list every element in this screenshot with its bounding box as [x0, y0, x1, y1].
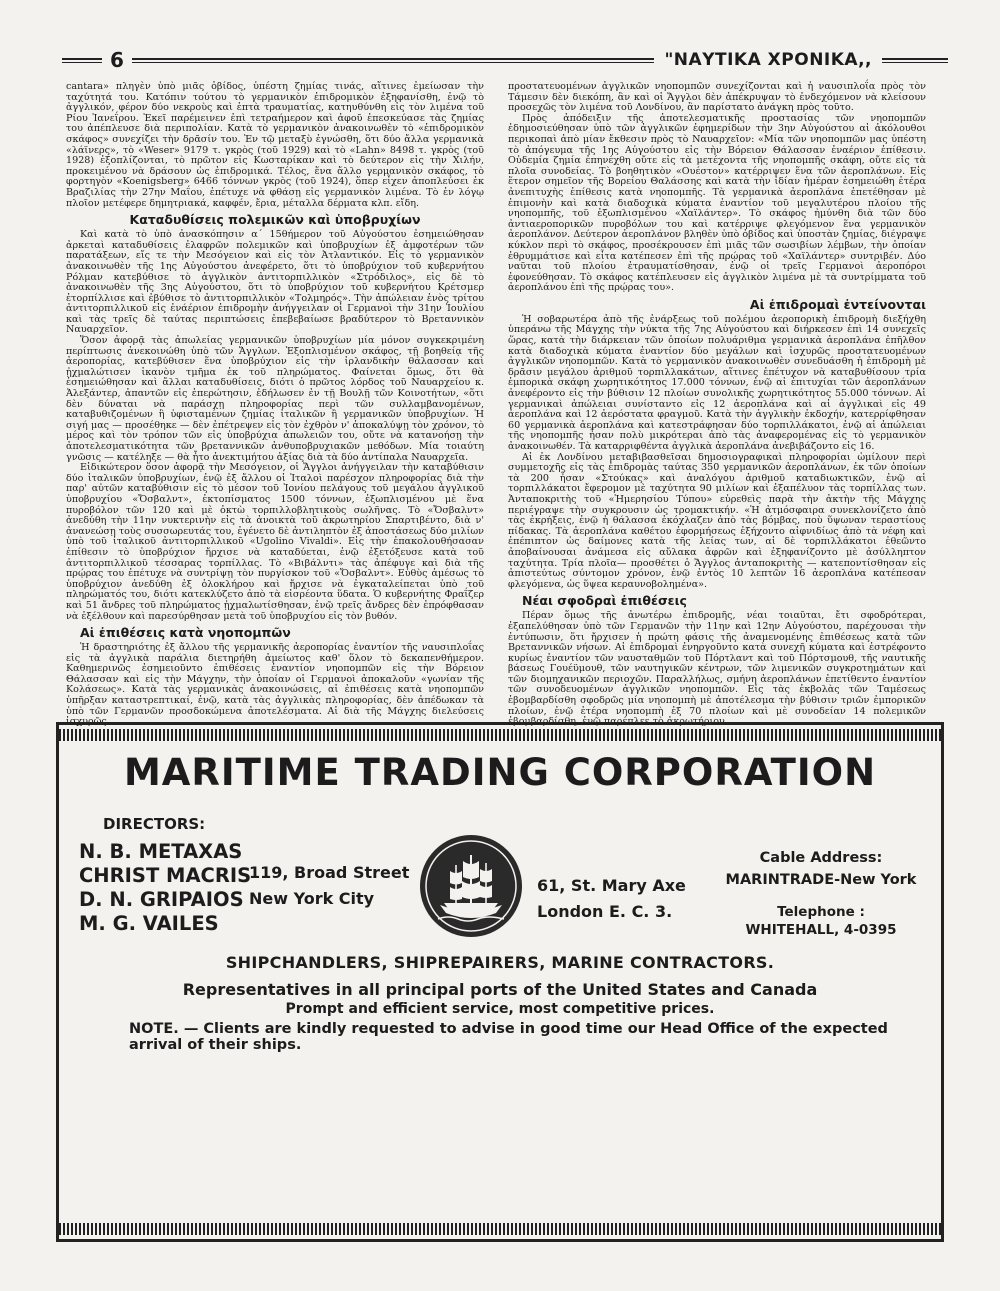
header-rule-middle [132, 58, 655, 63]
cable-address-block [711, 847, 931, 891]
director-name: D. N. GRIPAIOS [79, 888, 244, 911]
directors-list [79, 840, 251, 936]
article-column-left [66, 81, 484, 728]
address-line: 119, Broad Street [249, 863, 410, 882]
paragraph: Ἡ σοβαρωτέρα ἀπὸ τῆς ἐνάρξεως τοῦ πολέμου ἀεροπορικὴ ἐπιδρομὴ διεξήχθη ὑπεράνω τῆς Μάγχης τὴν νύκτα τῆς 7ης Αὐγούστου καὶ διήρκεσεν ἐπὶ 14 συνεχεῖς ὥρας, κατὰ τὴν διάρκειαν τῶν ὁποίων πολυάριθμα γερμανικὰ ἀεροπλάνα ἐπῆλθον κατὰ διαδοχικὰ κύματα ἐναντίον δύο μεγάλων καὶ ἰσχυρῶς προστατευομένων ἀγγλικῶν νηοπομπῶν. Κατὰ τὸ γερμανικὸν ἀνακοινωθὲν συνεδυάσθη ἡ ἐπιδρομὴ μὲ δρᾶσιν μεγάλου ἀριθμοῦ τορπιλλακάτων, αἵτινες ἐπέτυχον νὰ καταβυθίσουν τρία ἐμπορικὰ σκάφη χωρητικότητος 17.000 τόννων, ἐνῷ αἱ ἐπιτυχίαι τῶν ἀεροπλάνων ἀνεφέροντο εἰς τὴν βύθισιν 12 πλοίων συνολικῆς χωρητικότητος 55.000 τόννων. Αἱ γερμανικαὶ ἀπώλειαι συνίσταντο εἰς 12 ἀεροπλάνα καὶ αἱ ἀγγλικαὶ εἰς 49 ἀεροπλάνα καὶ 12 ἀερόστατα φραγμοῦ. Κατὰ τὴν ἀγγλικὴν ἐκδοχήν, κατερρίφθησαν 60 γερμανικὰ ἀεροπλάνα καὶ κατεστράφησαν δύο τορπιλλάκατοι, ἐνῷ αἱ ἀπώλειαι τῆς νηοπομπῆς ἦσαν πολὺ μικρότεραι ἀπὸ τὰς ἀναφερομένας εἰς τὸ γερμανικὸν ἀνακοινωθέν. Τὰ καταρριφθέντα ἀγγλικὰ ἀεροπλάνα ἀνεβιβάζοντο εἰς 16. [508, 313, 926, 452]
director-name: CHRIST MACRIS [79, 864, 252, 887]
client-note [129, 1021, 889, 1053]
address-new-york [249, 860, 409, 912]
advertisement-box [56, 722, 944, 1242]
section-heading: Αἱ ἐπιθέσεις κατὰ νηοπομπῶν [80, 625, 291, 641]
section-heading: Νέαι σφοδραὶ ἐπιθέσεις [522, 593, 687, 609]
telephone-number: WHITEHALL, 4-0395 [745, 922, 897, 938]
sailing-ship-emblem-icon [418, 833, 524, 939]
services-line: SHIPCHANDLERS, SHIPREPAIRERS, MARINE CONTRACTORS. [225, 953, 775, 972]
address-line: 61, St. Mary Axe [537, 876, 686, 895]
paragraph: Ὅσον ἀφορᾷ τὰς ἀπωλείας γερμανικῶν ὑποβρυχίων μία μόνον συγκεκριμένη περίπτωσις ἀνεκοινώθη ὑπὸ τῶν Ἄγγλων. Ἐξοπλισμένον σκάφος, τῇ βοηθείᾳ τῆς ἀεροπορίας, κατεβύθισεν ἕνα ὑποβρύχιον εἰς τὴν ἰρλανδικὴν θάλασσαν καὶ ᾐχμαλώτισεν ἱκανὸν τμῆμα ἐκ τοῦ πληρώματος. Φαίνεται ὅμως, ὅτι θὰ ἐσημειώθησαν καὶ ἄλλαι καταδυθίσεις, διότι ὁ πρῶτος λόρδος τοῦ Ναυαρχείου κ. Ἀλεξάντερ, ἀπαντῶν εἰς ἐπερώτησιν, ἐδήλωσεν ἐν τῇ Βουλῇ τῶν Κοινοτήτων, «ὅτι δὲν δύναται νὰ παράσχῃ πληροφορίας περὶ τῶν συλλαμβανομένων, καταβυθιζομένων ἢ ὑφισταμένων ζημίας ἰταλικῶν ἢ γερμανικῶν ὑποβρυχίων. Ἡ σιγή μας — προσέθηκε — δὲν ἐπέτρεψεν εἰς τὸν ἐχθρὸν ν' ἀποκαλύψῃ τὸν χρόνον, τὸ μέρος καὶ τὸν τρόπον τῶν εἰς ὑποβρύχια ἀπωλειῶν του, οὔτε νὰ κατανοήσῃ τὴν ἀποτελεσματικότητα τῶν βρεταννικῶν ἀνθυποβρυχιακῶν μεθόδων. Μία τοιαύτη γνῶσις — κατέληξε — θὰ ἦτο ἀνεκτιμήτου ἀξίας διὰ τὰ δύο ἀντίπαλα Ναυαρχεῖα. [66, 335, 484, 463]
publication-title: "ΝΑΥΤΙΚΑ ΧΡΟΝΙΚΑ,, [664, 50, 872, 70]
representatives-line: Representatives in all principal ports of the United States and Canada [182, 980, 818, 999]
director-name: M. G. VAILES [79, 912, 219, 935]
address-london [537, 873, 686, 925]
decorative-border-bottom [59, 1223, 941, 1235]
directors-label: DIRECTORS: [103, 815, 206, 833]
paragraph: Εἰδικώτερον ὅσον ἀφορᾷ τὴν Μεσόγειον, οἱ Ἄγγλοι ἀνήγγειλαν τὴν καταβύθισιν δύο ἰταλικῶν ὑποβρυχίων, ἐνῷ ἐξ ἄλλου οἱ Ἰταλοὶ παρέσχον πληροφορίας διὰ τὴν παρ' αὐτῶν καταβύθισιν εἰς τὸ μέσον τοῦ Ἰονίου πελάγους τοῦ μεγάλου ἀγγλικοῦ ὑποβρυχίου «Ὄσβαλντ», ἐκτοπίσματος 1500 τόννων, ἐξωπλισμένου μὲ ἕνα πυροβόλον τῶν 120 καὶ μὲ ὀκτὼ τορπιλλοβλητικοὺς σωλῆνας. Τὸ «Ὄσβαλντ» ἀνεδύθη τὴν 11ην νυκτερινὴν εἰς τὰ ἀνοικτὰ τοῦ ἀκρωτηρίου Σπαρτιβέντο, διὰ ν' ἀνανεώσῃ τοὺς συσσωρευτάς του, ἐγένετο δὲ ἀντιληπτὸν ἐξ ἀποστάσεως δύο μιλίων ὑπὸ τοῦ ἰταλικοῦ ἀντιτορπιλλικοῦ «Ugolino Vivaldi». Εἰς τὴν ἐπακολουθήσασαν ἐπίθεσιν τὸ ὑποβρύχιον ἤρχισε νὰ καταδύεται, ἐνῷ ἐξετόξευσε κατὰ τοῦ ἀντιτορπιλλικοῦ τέσσαρας τορπίλλας. Τὸ «Βιβάλντι» τὰς ἀπέφυγε καὶ διὰ τῆς πρῴρας του ἐπέτυχε νὰ συντρίψῃ τὸν πυργίσκον τοῦ «Ὄσβαλντ». Εὐθὺς ἀμέσως τὸ ὑποβρύχιον ἀνεδύθη ἐξ ὁλοκλήρου καὶ ἤρχισε νὰ ἐγκαταλείπεται ὑπὸ τοῦ πληρώματός του, διότι κατεκλύζετο ἀπὸ τὰ εἰσρέοντα ὕδατα. Ὁ κυβερνήτης Φραΐζερ καὶ 51 ἄνδρες τοῦ πληρώματος ᾐχμαλωτίσθησαν, ἐνῷ τρεῖς ἄνδρες δὲν ἐπρόφθασαν νὰ ἐξέλθουν καὶ παρεσύρθησαν μετὰ τοῦ ὑποβρυχίου εἰς τὸν βυθόν. [66, 462, 484, 622]
address-line: New York City [249, 889, 375, 908]
cable-label: Cable Address: [759, 850, 883, 866]
section-heading: Καταδυθίσεις πολεμικῶν καὶ ὑποβρυχίων [129, 212, 421, 228]
page-header [62, 46, 948, 74]
company-name: MARITIME TRADING CORPORATION [123, 751, 877, 794]
article-column-right [508, 81, 926, 728]
telephone-block [711, 903, 931, 939]
paragraph: Καὶ κατὰ τὸ ὑπὸ ἀνασκόπησιν α΄ 15θήμερον τοῦ Αὐγούστου ἐσημειώθησαν ἀρκεταὶ καταδυθίσεις ἐλαφρῶν πολεμικῶν καὶ ὑποβρυχίων ἐξ ἀμφοτέρων τῶν παρατάξεων, εἴς τε τὴν Μεσόγειον καὶ εἰς τὸν Ἀτλαντικόν. Εἰς τὸ γερμανικὸν ἀνακοινωθὲν τῆς 1ης Αὐγούστου ἀνεφέρετο, ὅτι τὸ ὑποβρύχιον τοῦ κυβερνήτου Ρόλμαν κατεβύθισε τὸ ἀγγλικὸν ἀντιτορπιλλικὸν «Στρόδιλος», εἰς δὲ τὸ ἀνακοινωθὲν τῆς 3ης Αὐγούστου, ὅτι τὸ ὑποβρύχιον τοῦ κυβερνήτου Κρέτσμερ ἐτορπίλλισε καὶ ἐβύθισε τὸ ἀντιτορπιλλικὸν «Τολμηρός». Τὴν ἀπώλειαν ἑνὸς τρίτου ἀντιτορπιλλικοῦ εἰς ἐνάέριον ἐπιδρομὴν ἀνήγγειλαν οἱ Γερμανοὶ τὴν 31ην Ἰουλίου καὶ τὰς τρεῖς δὲ ταύτας περιπτώσεις ἐπεβεβαίωσε βραδύτερον τὸ Βρεταννικὸν Ναυαρχεῖον. [66, 229, 484, 336]
paragraph: Πέραν ὅμως τῆς ἀνωτέρω ἐπιδρομῆς, νέαι τοιαῦται, ἔτι σφοδρότεραι, ἐξαπελύθησαν ὑπὸ τῶν Γερμανῶν τὴν 11ην καὶ 12ην Αὐγούστου, παρέχουσαι τὴν ἐντύπωσιν, ὅτι ἤρχισεν ἡ πρώτη φάσις τῆς ἀναμενομένης ἐπιθέσεως κατὰ τῶν Βρεταννικῶν νήσων. Αἱ ἐπιδρομαὶ ἐνηργοῦντο κατὰ συνεχῆ κύματα καὶ ἐστρέφοντο κυρίως ἐναντίον τῶν ναυσταθμῶν τοῦ Πόρτλαντ καὶ τοῦ Πόρτσμουθ, τῆς ναυτικῆς βάσεως Γουέϋμουθ, τῶν ναυτηγικῶν κέντρων, τῶν λιμενικῶν συγκροτημάτων καὶ τῶν διομηχανικῶν περιοχῶν. Παραλλήλως, σμήνη ἀεροπλάνων ἐπετίθεντο ἐναντίον τῶν συνοδευομένων ἀγγλικῶν νηοπομπῶν. Εἰς τὰς ἐκβολὰς τῶν Ταμέσεως ἑβομβαρδίσθη σφοδρῶς μία νηοπομπὴ μὲ ἀποτέλεσμα τὴν βύθισιν τριῶν ἐμπορικῶν πλοίων, ἐνῷ ἑτέρα νηοπομπὴ ἐξ 70 πλοίων καὶ μὲ συνοδείαν 14 πολεμικῶν ἐβομβαρδίσθη, ἐνῷ παρέπλεε τὸ ἀκρωτήριον [508, 610, 926, 728]
paragraph: προστατευομένων ἀγγλικῶν νηοπομπῶν συνεχίζονται καὶ ἡ ναυσιπλοΐα πρὸς τὸν Τάμεσιν δὲν διεκόπη, ἂν καὶ οἱ Ἄγγλοι δὲν ἀπέκρυψαν τὸ ἐνδεχόμενον νὰ κλείσουν προσεχῶς τὸν λιμένα τοῦ Λονδίνου, ἂν παρίστατο ἀνάγκη πρὸς τοῦτο. [508, 81, 926, 114]
page-number: 6 [110, 48, 124, 72]
note-lead: NOTE. — [129, 1021, 199, 1037]
header-rule-right [882, 58, 948, 63]
decorative-border-top [59, 729, 941, 741]
note-text: Clients are kindly requested to advise in good time our Head Office of the expected arrival of their ships. [129, 1021, 888, 1053]
director-name: N. B. METAXAS [79, 840, 243, 863]
paragraph: Αἱ ἐκ Λονδίνου μεταβιβασθεῖσαι δημοσιογραφικαὶ πληροφορίαι ὡμίλουν περὶ συμμετοχῆς εἰς τὰς ἐπιδρομὰς ταύτας 350 γερμανικῶν ἀεροπλάνων, ἐκ τῶν ὁποίων τὰ 200 ἦσαν «Στούκας» καὶ ἀναλόγου ἀριθμοῦ καταδιωκτικῶν, ἐνῷ αἱ τορπιλλάκατοι ἔφερομον μὲ ταχύτητα 90 μιλίων καὶ ἐξαπέλυον τὰς τορπίλλας των. Ἀνταποκριτὴς τοῦ «Ἡμερησίου Τύπου» εὑρεθεὶς παρὰ τὴν ἀκτὴν τῆς Μάγχης περιέγραψε τὴν συγκρουσιν ὡς τρομακτικήν. «Ἡ ἀτμόσφαιρα συνεκλονίζετο ἀπὸ τὰς ἐκρήξεις, ἐνῷ ἡ θάλασσα ἐκόχλαζεν ἀπὸ τὰς βόμβας, ποὺ ὕψωναν τεραστίους πίδακας. Τὰ ἀεροπλάνα καθέτου ἐφορμήσεως ἐξήχοντο αἰφνιδίως ἀπὸ τὰ νέφη καὶ ἐπέπιπτον ὡς δαίμονες κατὰ τῆς λείας των, αἱ δὲ τορπιλλάκατοι ἐθεῶντο ἀποβαίνουσαι ἀνάμεσα εἰς αὔλακα ἀφρῶν καὶ ἐξηφανίζοντο μὲ ἀσύλληπτον ταχύτητα. Τρία πλοῖα— προσθέτει ὁ Ἄγγλος ἀνταποκριτὴς — κατεποντίσθησαν εἰς ἀπιστεύτως σύντομον χρόνον, ἐνῷ ἐντὸς 10 λεπτῶν 16 ἀεροπλάνα κατέπεσαν φλεγόμενα, ὡς ὕψεα κεραυνοβολημένα». [508, 451, 926, 590]
service-tagline: Prompt and efficient service, most competitive prices. [285, 1001, 715, 1017]
address-line: London E. C. 3. [537, 902, 673, 921]
paragraph: cantara» πληγὲν ὑπὸ μιᾶς ὀβίδος, ὑπέστη ζημίας τινάς, αἵτινες ἐμείωσαν τὴν ταχύτητά του. Κατόπιν τούτου τὸ γερμανικὸν ἐπιδρομικὸν ἐξηφανίσθη, ἐνῷ τὸ ἀγγλικόν, φέρον δύο νεκροὺς καὶ ἑπτὰ τραυματίας, κατηυθύνθη εἰς τὸν λιμένα τοῦ Ρίου Ἰανεΐρου. Ἐκεῖ παρέμεινεν ἐπὶ τετραήμερον καὶ ἀφοῦ ἐπεσκεύασε τὰς ζημίας του ἀπέπλευσε διὰ περιπολίαν. Κατὰ τὸ γερμανικὸν ἀνακοινωθὲν τὸ «ἐπιδρομικὸν σκάφος» συνεχίζει τὴν δρᾶσίν του. Ἐν τῷ μεταξὺ ἐγνώσθη, ὅτι δύο ἄλλα γερμανικὰ «λάϊνερς», τὸ «Weser» 9179 τ. γκρὸς (τοῦ 1929) καὶ τὸ «Lahn» 8498 τ. γκρὸς (τοῦ 1928) ἐξοπλίζονται, τὸ πρῶτον εἰς Κωσταρίκαν καὶ τὸ δεύτερον εἰς τὴν Χιλήν, προκειμένου νὰ δράσουν ὡς ἐπιδρομικά. Τέλος, ἕνα ἄλλο γερμανικὸν σκάφος, τὸ φορτηγὸν «Koenigsberg» 6466 τόννων γκρὸς (τοῦ 1924), ὅπερ εἶχεν ἀποπλεύσει ἐκ Βραζιλίας τὴν 27ην Μαΐου, ἐπέτυχε νὰ φθάσῃ εἰς γερμανικὸν λιμένα. Τὸ ἐν λόγῳ πλοῖον μετέφερε δημητριακά, καφφέν, ἔρια, μέταλλα δέρματα κλπ. εἴδη. [66, 81, 484, 209]
telephone-label: Telephone : [777, 904, 865, 920]
paragraph: Ἡ δραστηριότης ἐξ ἄλλου τῆς γερμανικῆς ἀεροπορίας ἐναντίον τῆς ναυσιπλοΐας εἰς τὰ ἀγγλικὰ παράλια διετηρήθη ἀμείωτος καθ' ὅλον τὸ δεκαπενθήμερον. Καθημερινῶς ἐσημειοῦντο ἐπιθέσεις ἐναντίον νηοπομπῶν εἰς τὴν Βόρειον Θάλασσαν καὶ εἰς τὴν Μάγχην, τὴν ὁποίαν οἱ Γερμανοὶ ἀποκαλοῦν «γωνίαν τῆς Κολάσεως». Κατὰ τὰς γερμανικὰς ἀνακοινώσεις, αἱ ἐπιθέσεις κατὰ νηοπομπῶν ὑπῆρξαν καταστρεπτικαί, ἐνῷ, κατὰ τὰς ἀγγλικὰς πληροφορίας, δὲν ἀπέδωκαν τὰ ὑπὸ τῶν Γερμανῶν προσδοκώμενα ἀποτελέσματα. Αἱ διὰ τῆς Μάγχης διελεύσεις ἰσχυρῶς [66, 642, 484, 728]
paragraph: Πρὸς ἀπόδειξιν τῆς ἀποτελεσματικῆς προστασίας τῶν νηοπομπῶν ἐδημοσιεύθησαν ὑπὸ τῶν ἀγγλικῶν ἐφημερίδων τὴν 3ην Αὐγούστου αἱ ἀκόλουθοι περικοπαὶ ἀπὸ μίαν ἔκθεσιν πρὸς τὸ Ναυαρχεῖον: «Μία τῶν νηοπομπῶν μας ὑπέστη τὸ ἀπόγευμα τῆς 1ης Αὐγούστου εἰς τὴν Βόρειον Θάλασσαν ἐναέριον ἐπίθεσιν. Οὐδεμία ζημία ἐπηνέχθη οὔτε εἰς τὰ μετέχοντα τῆς νηοπομπῆς σκάφη, οὔτε εἰς τὰ πλοῖα συνοδείας. Τὸ βοηθητικὸν «Ουέστον» κατέρριψεν ἕνα τῶν ἀεροπλάνων. Εἰς ἕτερον σημεῖον τῆς Βορείου Θαλάσσης καὶ κατὰ τὴν ἰδίαν ἡμέραν ἐσημειώθη ἑτέρα ἀνεπιτυχὴς ἐπίθεσις κατὰ νηοπομπῆς. Τὰ γερμανικὰ ἀεροπλάνα ἐπετέθησαν μὲ ἐπιμονὴν καὶ κατὰ διαδοχικὰ κύματα ἐναντίον τοῦ μεγαλυτέρου πλοίου τῆς νηοπομπῆς, τοῦ ἐξωπλισμένου «Χαϊλάντερ». Τὸ σκάφος ἠμύνθη διὰ τῶν δύο ἀντιαεροπορικῶν πυροβόλων του καὶ κατέρριψε φλεγόμενον ἕνα γερμανικὸν ἀεροπλάνον. Δεύτερον ἀεροπλάνον βληθὲν ὑπὸ ὀβίδος καὶ ὑποστὰν ζημίας, διέγραψε κύκλον περὶ τὸ σκάφος, προσέκρουσεν ἐπὶ μιᾶς τῶν σωσιβίων λέμβων, τὴν ὁποίαν ἐθρυμμάτισε καὶ εἶτα κατέπεσεν ἐπὶ τῆς πρῴρας τοῦ «Χαϊλάντερ» συντριβέν. Δύο ναῦται τοῦ πλοίου ἐτραυματίσθησαν, ἐνῷ οἱ τρεῖς Γερμανοὶ ἀεροπόροι ἐφονεύθησαν. Τὸ σκάφος κατέπλευσεν εἰς ἀγγλικὸν λιμένα μὲ τὰ συντρίμματα τοῦ ἀεροπλάνου ἐπὶ τῆς πρῴρας του». [508, 112, 926, 294]
cable-address: MARINTRADE-New York [725, 872, 917, 888]
header-rule-left [62, 58, 102, 63]
section-heading: Αἱ ἐπιδρομαὶ ἐντείνονται [749, 296, 926, 312]
